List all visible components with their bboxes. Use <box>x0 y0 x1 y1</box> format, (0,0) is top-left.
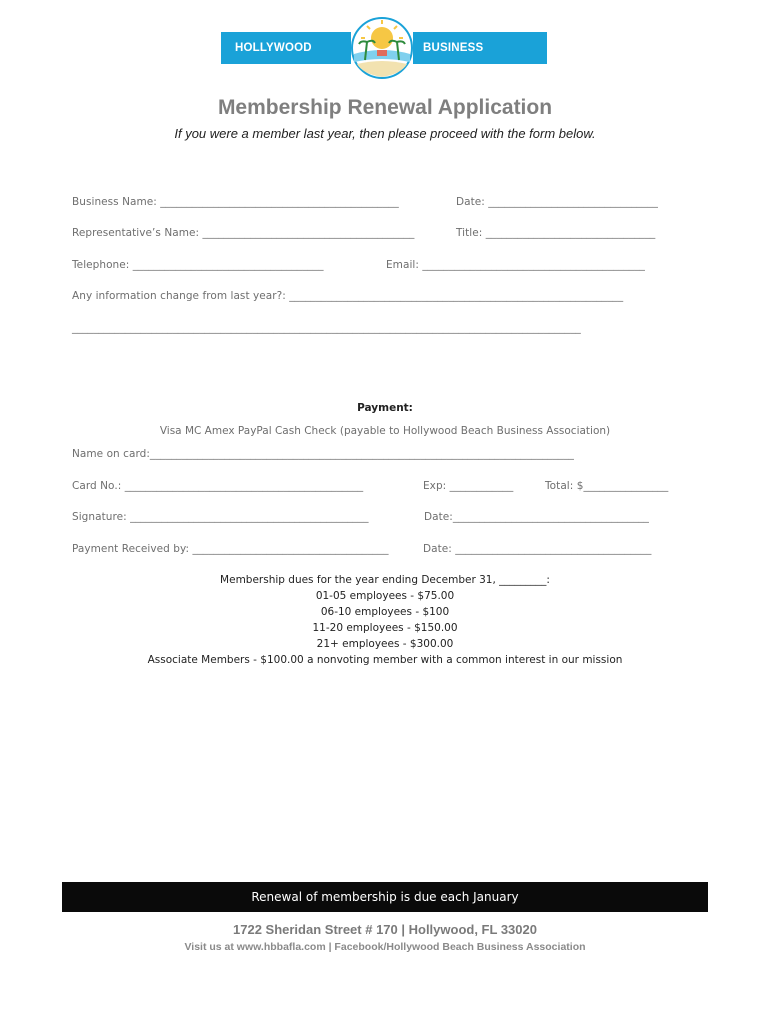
beach-emblem-icon <box>351 16 413 80</box>
renewal-banner: Renewal of membership is due each January <box>62 882 708 912</box>
info-change-field[interactable]: Any information change from last year?: _______________________________________________________________ <box>72 290 624 302</box>
expiration-field[interactable]: Exp: ____________ <box>423 480 514 492</box>
dues-tier: 01-05 employees - $75.00 <box>315 590 455 602</box>
payment-received-by-field[interactable]: Payment Received by: _____________________________________ <box>72 543 389 555</box>
dues-tier: 21+ employees - $300.00 <box>316 638 454 650</box>
page-title: Membership Renewal Application <box>217 96 553 119</box>
payment-heading: Payment: <box>357 402 413 414</box>
telephone-field[interactable]: Telephone: ____________________________________ <box>72 259 324 271</box>
date-field[interactable]: Date: ________________________________ <box>456 196 658 208</box>
business-name-field[interactable]: Business Name: _____________________________________________ <box>72 196 399 208</box>
dues-tier: 11-20 employees - $150.00 <box>312 622 458 634</box>
received-date-field[interactable]: Date: _____________________________________ <box>423 543 652 555</box>
dues-associate: Associate Members - $100.00 a nonvoting member with a common interest in our mission <box>147 654 623 666</box>
dues-heading: Membership dues for the year ending December 31, _________: <box>220 574 550 586</box>
email-field[interactable]: Email: __________________________________________ <box>386 259 645 271</box>
info-change-line-2[interactable]: ________________________________________________________________________________________________ <box>72 322 581 334</box>
page-subtitle: If you were a member last year, then please proceed with the form below. <box>174 126 596 141</box>
name-on-card-field[interactable]: Name on card:________________________________________________________________________________ <box>72 448 574 460</box>
representative-name-field[interactable]: Representative’s Name: ________________________________________ <box>72 227 415 239</box>
logo-right-text: BUSINESS ASSOCIATION <box>413 32 547 64</box>
footer-address: 1722 Sheridan Street # 170 | Hollywood, FL 33020 <box>233 922 537 937</box>
logo-left-text: HOLLYWOOD BEACH <box>221 32 351 64</box>
association-logo <box>221 16 547 86</box>
footer-visit-links[interactable]: Visit us at www.hbbafla.com | Facebook/Hollywood Beach Business Association <box>184 941 586 953</box>
card-number-field[interactable]: Card No.: _____________________________________________ <box>72 480 364 492</box>
signature-date-field[interactable]: Date:_____________________________________ <box>424 511 649 523</box>
signature-field[interactable]: Signature: _____________________________________________ <box>72 511 369 523</box>
payment-methods: Visa MC Amex PayPal Cash Check (payable to Hollywood Beach Business Association) <box>159 425 611 437</box>
total-field[interactable]: Total: $________________ <box>545 480 669 492</box>
dues-tier: 06-10 employees - $100 <box>320 606 450 618</box>
title-field[interactable]: Title: ________________________________ <box>456 227 656 239</box>
